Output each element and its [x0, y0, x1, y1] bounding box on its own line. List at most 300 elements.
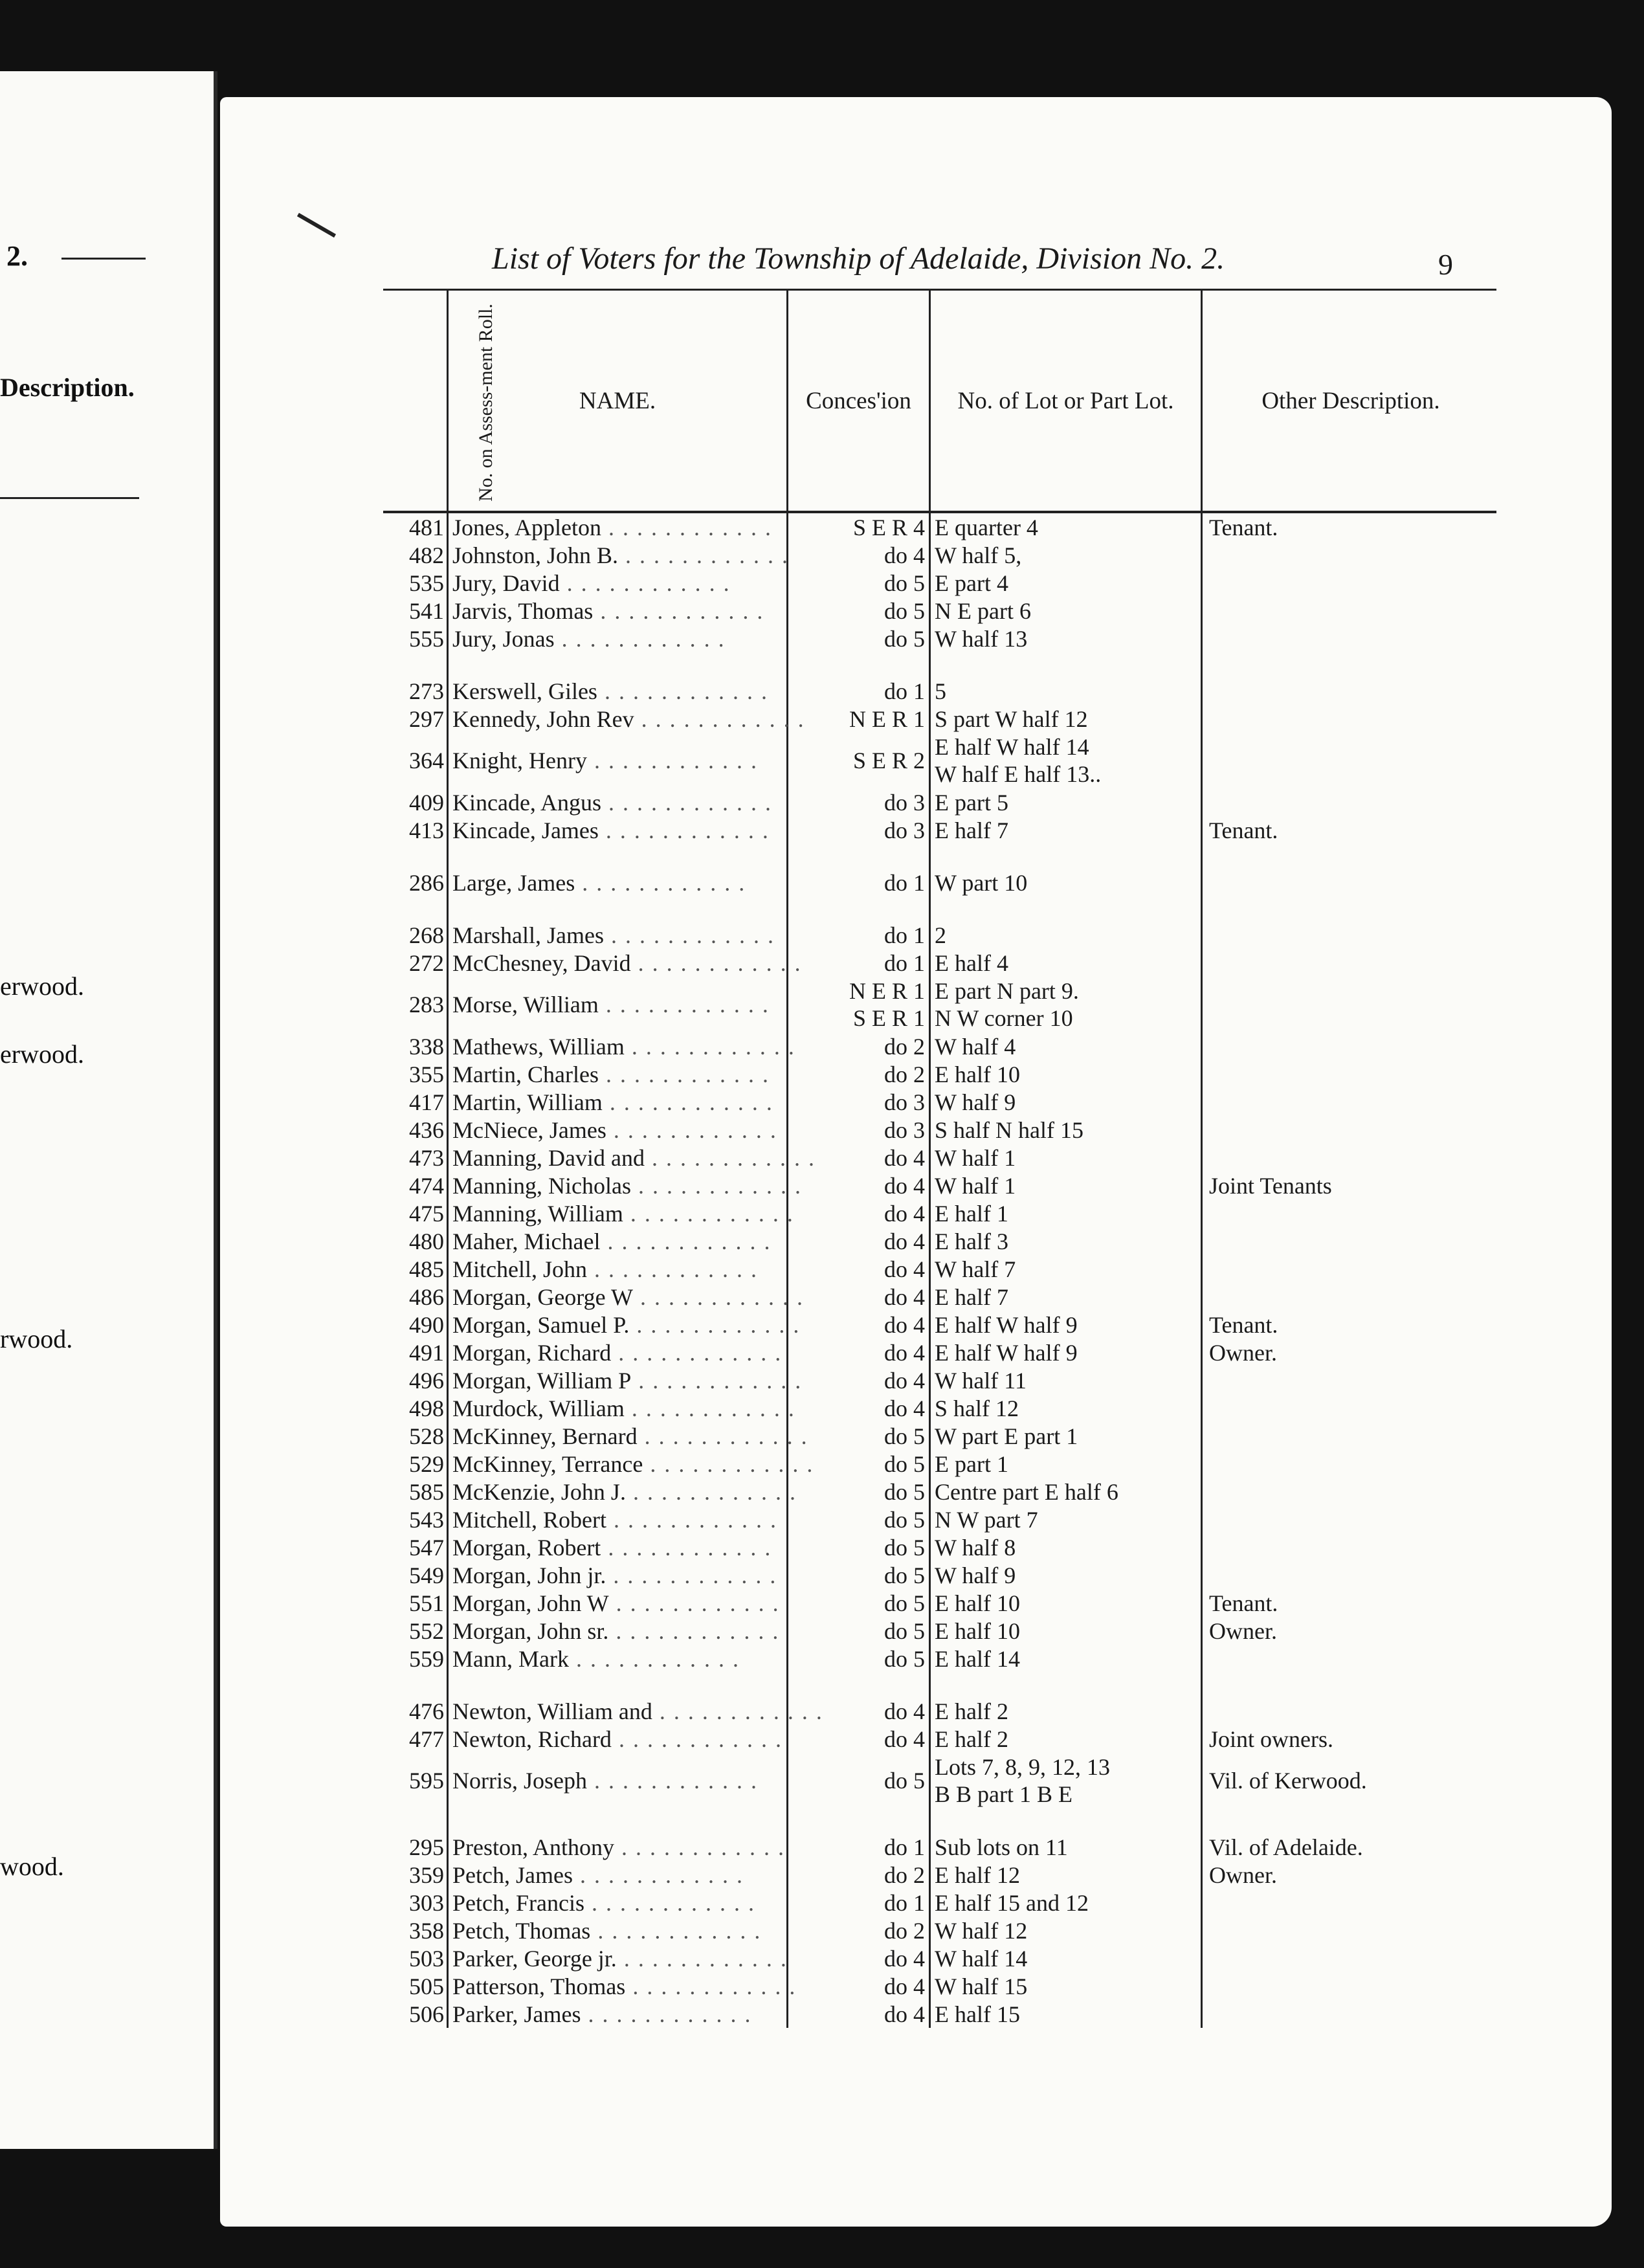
table-row [383, 705, 1496, 733]
description-cell [1202, 1283, 1497, 1311]
description-cell [1202, 1450, 1497, 1478]
concession-cell: N E R 1 [788, 705, 930, 733]
name-cell: McKinney, Bernard . . . . . . . . . . . . [448, 1422, 788, 1450]
description-cell [1202, 705, 1497, 733]
running-head: List of Voters for the Township of Adelaide, Division No. 2. [492, 241, 1225, 276]
table-row [383, 1697, 1496, 1725]
table-row [383, 1944, 1496, 1972]
lot-cell: W part E part 1 [930, 1422, 1202, 1450]
lot-cell: W half 7 [930, 1255, 1202, 1283]
table-row [383, 1478, 1496, 1506]
description-cell [1202, 2000, 1497, 2028]
assessment-number-cell: 283 [383, 977, 448, 1032]
concession-cell: do 4 [788, 1227, 930, 1255]
table-row [383, 1283, 1496, 1311]
concession-cell: do 2 [788, 1861, 930, 1889]
assessment-number-cell: 286 [383, 869, 448, 896]
assessment-number-cell: 552 [383, 1617, 448, 1645]
table-row [383, 569, 1496, 597]
column-header-description: Other Description. [1202, 290, 1497, 513]
lot-cell: S part W half 12 [930, 705, 1202, 733]
assessment-number-cell: 355 [383, 1060, 448, 1088]
concession-cell: do 5 [788, 625, 930, 652]
lot-cell: N E part 6 [930, 597, 1202, 625]
lot-cell: 5 [930, 677, 1202, 705]
concession-cell: do 5 [788, 1533, 930, 1561]
name-cell: Manning, William . . . . . . . . . . . . [448, 1199, 788, 1227]
concession-cell: do 5 [788, 1753, 930, 1808]
name-cell: McKinney, Terrance . . . . . . . . . . . . [448, 1450, 788, 1478]
assessment-number-cell: 338 [383, 1032, 448, 1060]
description-cell: Owner. [1209, 1339, 1277, 1366]
gap-cell [383, 1808, 448, 1833]
description-cell [1202, 1060, 1497, 1088]
gap-cell [930, 1673, 1202, 1697]
left-fragment-3: rwood. [0, 1324, 73, 1353]
lot-cell: E half 12 [930, 1861, 1202, 1889]
assessment-number-cell: 475 [383, 1199, 448, 1227]
lot-cell: E half 14 [930, 1645, 1202, 1673]
gap-cell [788, 1673, 930, 1697]
assessment-number-cell: 474 [383, 1172, 448, 1199]
concession-cell: do 2 [788, 1917, 930, 1944]
lot-cell: Sub lots on 11 [930, 1833, 1202, 1861]
name-cell: Large, James . . . . . . . . . . . . [448, 869, 788, 896]
left-fragment-4: wood. [0, 1852, 64, 1881]
column-header-lot: No. of Lot or Part Lot. [930, 290, 1202, 513]
name-cell: Patterson, Thomas . . . . . . . . . . . . [448, 1972, 788, 2000]
description-cell [1202, 1917, 1497, 1944]
description-cell [1202, 569, 1497, 597]
gap-cell [383, 896, 448, 921]
table-gap-row [383, 844, 1496, 869]
concession-cell: do 1 [788, 921, 930, 949]
table-row [383, 1088, 1496, 1116]
gap-cell [1202, 1673, 1497, 1697]
table-row [383, 1422, 1496, 1450]
assessment-number-cell: 481 [383, 512, 448, 541]
description-cell [1202, 1697, 1497, 1725]
gap-cell [448, 1808, 788, 1833]
gap-cell [383, 844, 448, 869]
table-row [383, 1972, 1496, 2000]
name-cell: Norris, Joseph . . . . . . . . . . . . [448, 1753, 788, 1808]
assessment-number-cell: 490 [383, 1311, 448, 1339]
table-row [383, 597, 1496, 625]
assessment-number-cell: 485 [383, 1255, 448, 1283]
concession-cell: do 4 [788, 1144, 930, 1172]
description-cell [1202, 1032, 1497, 1060]
description-cell [1202, 1422, 1497, 1450]
table-row [383, 1144, 1496, 1172]
description-cell [1202, 788, 1497, 816]
concession-cell: do 3 [788, 1088, 930, 1116]
assessment-number-cell: 498 [383, 1394, 448, 1422]
gap-cell [930, 652, 1202, 677]
description-cell [1202, 1972, 1497, 2000]
gap-cell [448, 844, 788, 869]
name-cell: Mann, Mark . . . . . . . . . . . . [448, 1645, 788, 1673]
table-row [383, 1366, 1496, 1394]
table-row [383, 1394, 1496, 1422]
lot-cell: E half 7 [930, 1283, 1202, 1311]
description-cell [1202, 677, 1497, 705]
concession-cell: do 3 [788, 1116, 930, 1144]
lot-cell: S half 12 [930, 1394, 1202, 1422]
concession-cell: do 5 [788, 1506, 930, 1533]
name-cell: Mitchell, Robert . . . . . . . . . . . . [448, 1506, 788, 1533]
description-cell [1202, 1144, 1497, 1172]
name-cell: Marshall, James . . . . . . . . . . . . [448, 921, 788, 949]
name-cell: Newton, Richard . . . . . . . . . . . . [448, 1725, 788, 1753]
table-row [383, 1889, 1496, 1917]
lot-cell: E half 1 [930, 1199, 1202, 1227]
table-row [383, 1506, 1496, 1533]
table-row [383, 1450, 1496, 1478]
assessment-number-cell: 480 [383, 1227, 448, 1255]
lot-cell: E half 10 [930, 1060, 1202, 1088]
concession-cell: do 4 [788, 1366, 930, 1394]
description-cell [1202, 1088, 1497, 1116]
lot-cell: E half 15 [930, 2000, 1202, 2028]
lot-cell: E half W half 14 W half E half 13.. [930, 733, 1202, 788]
table-row [383, 2000, 1496, 2028]
name-cell: Jarvis, Thomas . . . . . . . . . . . . [448, 597, 788, 625]
left-fragment-1: erwood. [0, 972, 84, 1001]
description-cell [1202, 1478, 1497, 1506]
table-row [383, 1861, 1496, 1889]
assessment-number-cell: 409 [383, 788, 448, 816]
concession-cell: do 4 [788, 1944, 930, 1972]
assessment-number-cell: 559 [383, 1645, 448, 1673]
left-page [0, 71, 217, 2149]
concession-cell: do 5 [788, 1561, 930, 1589]
concession-cell: do 4 [788, 1725, 930, 1753]
table-row [383, 1311, 1496, 1339]
description-cell [1202, 1255, 1497, 1283]
lot-cell: W half 1 [930, 1172, 1202, 1199]
assessment-number-cell: 547 [383, 1533, 448, 1561]
lot-cell: E half 4 [930, 949, 1202, 977]
gap-cell [930, 1808, 1202, 1833]
concession-cell: do 1 [788, 1833, 930, 1861]
table-row [383, 1060, 1496, 1088]
assessment-number-cell: 413 [383, 816, 448, 844]
assessment-number-cell: 496 [383, 1366, 448, 1394]
name-cell: Jury, David . . . . . . . . . . . . [448, 569, 788, 597]
description-cell [1202, 949, 1497, 977]
table-row [383, 1255, 1496, 1283]
name-cell: Newton, William and . . . . . . . . . . . . [448, 1697, 788, 1725]
lot-cell: E half W half 9 [930, 1339, 1202, 1366]
column-header-number: No. on Assess-ment Roll. [383, 290, 448, 513]
assessment-number-cell: 486 [383, 1283, 448, 1311]
gap-cell [788, 896, 930, 921]
left-rule-header [0, 497, 139, 499]
table-row [383, 677, 1496, 705]
concession-cell: do 3 [788, 788, 930, 816]
name-cell: Kennedy, John Rev . . . . . . . . . . . . [448, 705, 788, 733]
assessment-number-cell: 436 [383, 1116, 448, 1144]
lot-cell: E part 5 [930, 788, 1202, 816]
table-row [383, 1561, 1496, 1589]
assessment-number-cell: 417 [383, 1088, 448, 1116]
assessment-number-cell: 491 [383, 1339, 448, 1366]
concession-cell: do 5 [788, 1450, 930, 1478]
name-cell: Mathews, William . . . . . . . . . . . . [448, 1032, 788, 1060]
concession-cell: do 5 [788, 569, 930, 597]
description-cell [1202, 733, 1497, 788]
lot-cell: W half 9 [930, 1561, 1202, 1589]
concession-cell: do 4 [788, 1199, 930, 1227]
assessment-number-cell: 555 [383, 625, 448, 652]
concession-cell: do 3 [788, 816, 930, 844]
name-cell: Parker, James . . . . . . . . . . . . [448, 2000, 788, 2028]
name-cell: Martin, William . . . . . . . . . . . . [448, 1088, 788, 1116]
name-cell: Mitchell, John . . . . . . . . . . . . [448, 1255, 788, 1283]
lot-cell: S half N half 15 [930, 1116, 1202, 1144]
table-row [383, 1753, 1496, 1808]
lot-cell: W half 15 [930, 1972, 1202, 2000]
assessment-number-cell: 541 [383, 597, 448, 625]
concession-cell: do 4 [788, 1311, 930, 1339]
description-cell: Owner. [1209, 1862, 1277, 1888]
concession-cell: do 1 [788, 677, 930, 705]
concession-cell: do 4 [788, 1172, 930, 1199]
description-cell [1202, 869, 1497, 896]
gap-cell [788, 1808, 930, 1833]
name-cell: Martin, Charles . . . . . . . . . . . . [448, 1060, 788, 1088]
name-cell: Manning, Nicholas . . . . . . . . . . . . [448, 1172, 788, 1199]
name-cell: Morgan, John sr. . . . . . . . . . . . . [448, 1617, 788, 1645]
table-row [383, 1645, 1496, 1673]
table-row [383, 921, 1496, 949]
name-cell: Parker, George jr. . . . . . . . . . . . . [448, 1944, 788, 1972]
concession-cell: S E R 4 [788, 512, 930, 541]
assessment-number-cell: 506 [383, 2000, 448, 2028]
name-cell: Kerswell, Giles . . . . . . . . . . . . [448, 677, 788, 705]
lot-cell: E half 7 [930, 816, 1202, 844]
table-gap-row [383, 1673, 1496, 1697]
table-row [383, 1199, 1496, 1227]
name-cell: Petch, James . . . . . . . . . . . . [448, 1861, 788, 1889]
left-header: Description. [0, 373, 135, 402]
gap-cell [383, 1673, 448, 1697]
name-cell: McNiece, James . . . . . . . . . . . . [448, 1116, 788, 1144]
table-row [383, 1032, 1496, 1060]
assessment-number-cell: 364 [383, 733, 448, 788]
description-cell [1202, 1394, 1497, 1422]
name-cell: Morgan, Robert . . . . . . . . . . . . [448, 1533, 788, 1561]
gap-cell [1202, 652, 1497, 677]
column-header-concession: Conces'ion [788, 290, 930, 513]
description-cell: Joint owners. [1209, 1726, 1333, 1752]
description-cell [1202, 921, 1497, 949]
name-cell: Morgan, John jr. . . . . . . . . . . . . [448, 1561, 788, 1589]
gap-cell [1202, 1808, 1497, 1833]
description-cell [1202, 977, 1497, 1032]
description-cell: Vil. of Kerwood. [1209, 1768, 1367, 1794]
assessment-number-cell: 503 [383, 1944, 448, 1972]
lot-cell: W half 13 [930, 625, 1202, 652]
assessment-number-cell: 272 [383, 949, 448, 977]
table-row [383, 1172, 1496, 1199]
lot-cell: W half 5, [930, 541, 1202, 569]
concession-cell: do 2 [788, 1032, 930, 1060]
concession-cell: do 5 [788, 1422, 930, 1450]
lot-cell: W half 4 [930, 1032, 1202, 1060]
table-row [383, 788, 1496, 816]
lot-cell: W half 14 [930, 1944, 1202, 1972]
table-row [383, 1617, 1496, 1645]
assessment-number-cell: 273 [383, 677, 448, 705]
concession-cell: do 1 [788, 869, 930, 896]
description-cell [1202, 1944, 1497, 1972]
assessment-number-cell: 549 [383, 1561, 448, 1589]
lot-cell: E half 10 [930, 1589, 1202, 1617]
lot-cell: E quarter 4 [930, 512, 1202, 541]
concession-cell: do 5 [788, 1645, 930, 1673]
assessment-number-cell: 358 [383, 1917, 448, 1944]
name-cell: McKenzie, John J. . . . . . . . . . . . . [448, 1478, 788, 1506]
name-cell: Morgan, George W . . . . . . . . . . . . [448, 1283, 788, 1311]
concession-cell: do 5 [788, 1617, 930, 1645]
gap-cell [448, 652, 788, 677]
gap-cell [383, 652, 448, 677]
table-row [383, 1227, 1496, 1255]
concession-cell: S E R 2 [788, 733, 930, 788]
table-row [383, 1725, 1496, 1753]
description-cell: Tenant. [1209, 514, 1278, 540]
table-gap-row [383, 1808, 1496, 1833]
lot-cell: W half 1 [930, 1144, 1202, 1172]
name-cell: Knight, Henry . . . . . . . . . . . . [448, 733, 788, 788]
description-cell: Joint Tenants [1209, 1172, 1332, 1199]
table-row [383, 949, 1496, 977]
lot-cell: N W part 7 [930, 1506, 1202, 1533]
name-cell: Jury, Jonas . . . . . . . . . . . . [448, 625, 788, 652]
lot-cell: E half 10 [930, 1617, 1202, 1645]
lot-cell: W half 11 [930, 1366, 1202, 1394]
description-cell [1202, 1227, 1497, 1255]
description-cell [1202, 1533, 1497, 1561]
concession-cell: do 5 [788, 1589, 930, 1617]
gap-cell [930, 896, 1202, 921]
name-cell: Kincade, Angus . . . . . . . . . . . . [448, 788, 788, 816]
table-row [383, 1116, 1496, 1144]
table-row [383, 1917, 1496, 1944]
concession-cell: N E R 1 S E R 1 [788, 977, 930, 1032]
name-cell: Morgan, William P . . . . . . . . . . . . [448, 1366, 788, 1394]
table-row [383, 1339, 1496, 1366]
left-fragment-2: erwood. [0, 1040, 84, 1069]
concession-cell: do 4 [788, 1394, 930, 1422]
gap-cell [1202, 896, 1497, 921]
gap-cell [788, 652, 930, 677]
concession-cell: do 1 [788, 1889, 930, 1917]
assessment-number-cell: 585 [383, 1478, 448, 1506]
description-cell: Tenant. [1209, 1311, 1278, 1338]
table-row [383, 1589, 1496, 1617]
left-rule-top [61, 258, 146, 260]
description-cell: Tenant. [1209, 817, 1278, 843]
description-cell [1202, 625, 1497, 652]
assessment-number-cell: 529 [383, 1450, 448, 1478]
description-cell [1202, 1889, 1497, 1917]
assessment-number-cell: 473 [383, 1144, 448, 1172]
concession-cell: do 1 [788, 949, 930, 977]
assessment-number-cell: 551 [383, 1589, 448, 1617]
name-cell: Petch, Francis . . . . . . . . . . . . [448, 1889, 788, 1917]
lot-cell: W half 8 [930, 1533, 1202, 1561]
gap-cell [788, 844, 930, 869]
assessment-number-cell: 528 [383, 1422, 448, 1450]
concession-cell: do 4 [788, 2000, 930, 2028]
description-cell [1202, 597, 1497, 625]
assessment-number-cell: 295 [383, 1833, 448, 1861]
page-number: 9 [1438, 248, 1453, 281]
assessment-number-cell: 303 [383, 1889, 448, 1917]
assessment-number-cell: 268 [383, 921, 448, 949]
name-cell: Maher, Michael . . . . . . . . . . . . [448, 1227, 788, 1255]
description-cell: Owner. [1209, 1618, 1277, 1644]
lot-cell: Centre part E half 6 [930, 1478, 1202, 1506]
lot-cell: 2 [930, 921, 1202, 949]
lot-cell: W half 12 [930, 1917, 1202, 1944]
description-cell: Tenant. [1209, 1590, 1278, 1616]
gap-cell [448, 1673, 788, 1697]
table-body [383, 512, 1496, 2028]
description-cell [1202, 1199, 1497, 1227]
table-row [383, 1833, 1496, 1861]
assessment-number-cell: 543 [383, 1506, 448, 1533]
name-cell: Morgan, Richard . . . . . . . . . . . . [448, 1339, 788, 1366]
description-cell [1202, 1645, 1497, 1673]
lot-cell: E half 15 and 12 [930, 1889, 1202, 1917]
name-cell: Morse, William . . . . . . . . . . . . [448, 977, 788, 1032]
concession-cell: do 5 [788, 597, 930, 625]
lot-cell: E part 4 [930, 569, 1202, 597]
description-cell: Vil. of Adelaide. [1209, 1834, 1363, 1860]
lot-cell: E half 2 [930, 1725, 1202, 1753]
lot-cell: E half W half 9 [930, 1311, 1202, 1339]
concession-cell: do 4 [788, 1697, 930, 1725]
lot-cell: W half 9 [930, 1088, 1202, 1116]
assessment-number-cell: 359 [383, 1861, 448, 1889]
table-row [383, 977, 1496, 1032]
concession-cell: do 4 [788, 541, 930, 569]
lot-cell: E part 1 [930, 1450, 1202, 1478]
lot-cell: Lots 7, 8, 9, 12, 13 B B part 1 B E [930, 1753, 1202, 1808]
gap-cell [930, 844, 1202, 869]
description-cell [1202, 1366, 1497, 1394]
name-cell: Manning, David and . . . . . . . . . . . . [448, 1144, 788, 1172]
name-cell: Kincade, James . . . . . . . . . . . . [448, 816, 788, 844]
table-row [383, 816, 1496, 844]
gap-cell [1202, 844, 1497, 869]
name-cell: Petch, Thomas . . . . . . . . . . . . [448, 1917, 788, 1944]
concession-cell: do 4 [788, 1283, 930, 1311]
lot-cell: W part 10 [930, 869, 1202, 896]
lot-cell: E half 3 [930, 1227, 1202, 1255]
table-row [383, 1533, 1496, 1561]
name-cell: Johnston, John B. . . . . . . . . . . . . [448, 541, 788, 569]
table-gap-row [383, 896, 1496, 921]
assessment-number-cell: 505 [383, 1972, 448, 2000]
description-cell [1202, 1561, 1497, 1589]
assessment-number-cell: 477 [383, 1725, 448, 1753]
concession-cell: do 5 [788, 1478, 930, 1506]
